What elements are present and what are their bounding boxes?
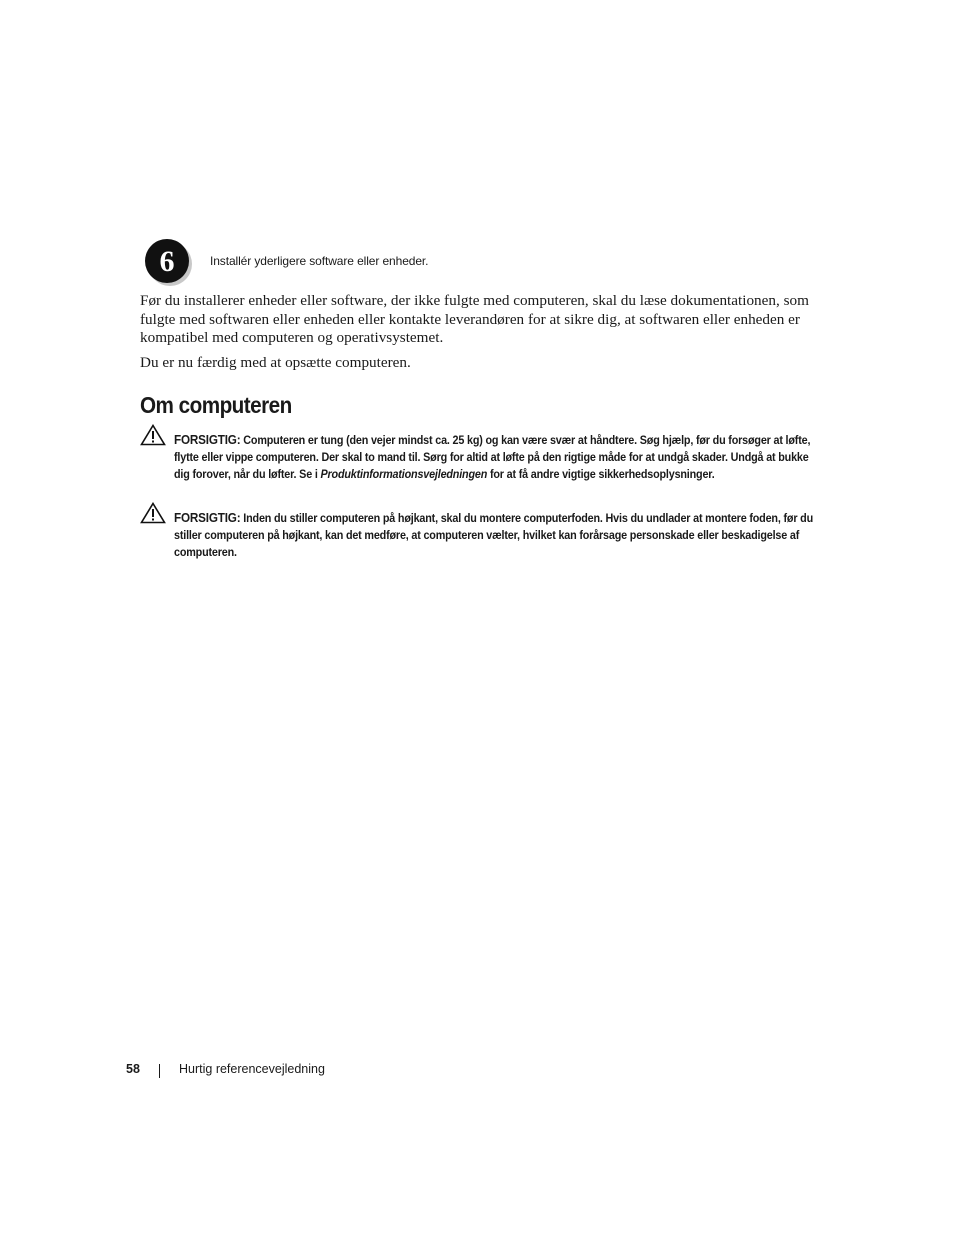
- caution-notice: [174, 431, 822, 484]
- caution-label: FORSIGTIG:: [174, 432, 241, 447]
- document-reference: Produktinformationsvejledningen: [320, 467, 488, 482]
- page-number: 58: [126, 1062, 140, 1076]
- caution-text: Computeren er tung (den vejer mindst ca. 25 kg) og kan være svær at håndtere. Søg hjælp, før du forsøger at løfte, flytte eller vippe computeren. Der skal to mand til. Sørg for altid at løfte på den rigtige måde for at undgå skader. Undgå at bukke dig forover, når du løfter. Se i: [174, 433, 811, 482]
- footer-title: Hurtig referencevejledning: [179, 1062, 325, 1076]
- caution-text: Inden du stiller computeren på højkant, skal du montere computerfoden. Hvis du undlader at montere foden, før du stiller computeren på højkant, kan det medføre, at computeren vælter, hvilket kan forårsage personskade eller beskadigelse af computeren.: [174, 511, 813, 560]
- body-paragraph: Før du installerer enheder eller software, der ikke fulgte med computeren, skal du læse dokumentationen, som fulgte med softwaren eller enheden eller kontakte leverandøren for at sikre dig, at softwaren eller enheden er kompatibel med computeren og operativsystemet.: [140, 292, 809, 346]
- section-heading: Om computeren: [140, 392, 292, 418]
- footer-divider: [159, 1064, 160, 1078]
- warning-triangle-icon: [140, 502, 166, 524]
- step-number-badge: [141, 236, 195, 288]
- caution-text: for at få andre vigtige sikkerhedsoplysninger.: [487, 467, 715, 482]
- caution-label: FORSIGTIG:: [174, 510, 241, 525]
- caution-notice: [174, 509, 822, 562]
- step-number: 6: [159, 245, 175, 278]
- body-paragraph: Du er nu færdig med at opsætte computeren.: [140, 354, 411, 371]
- step-instruction: Installér yderligere software eller enheder.: [210, 254, 429, 268]
- warning-triangle-icon: [140, 424, 166, 446]
